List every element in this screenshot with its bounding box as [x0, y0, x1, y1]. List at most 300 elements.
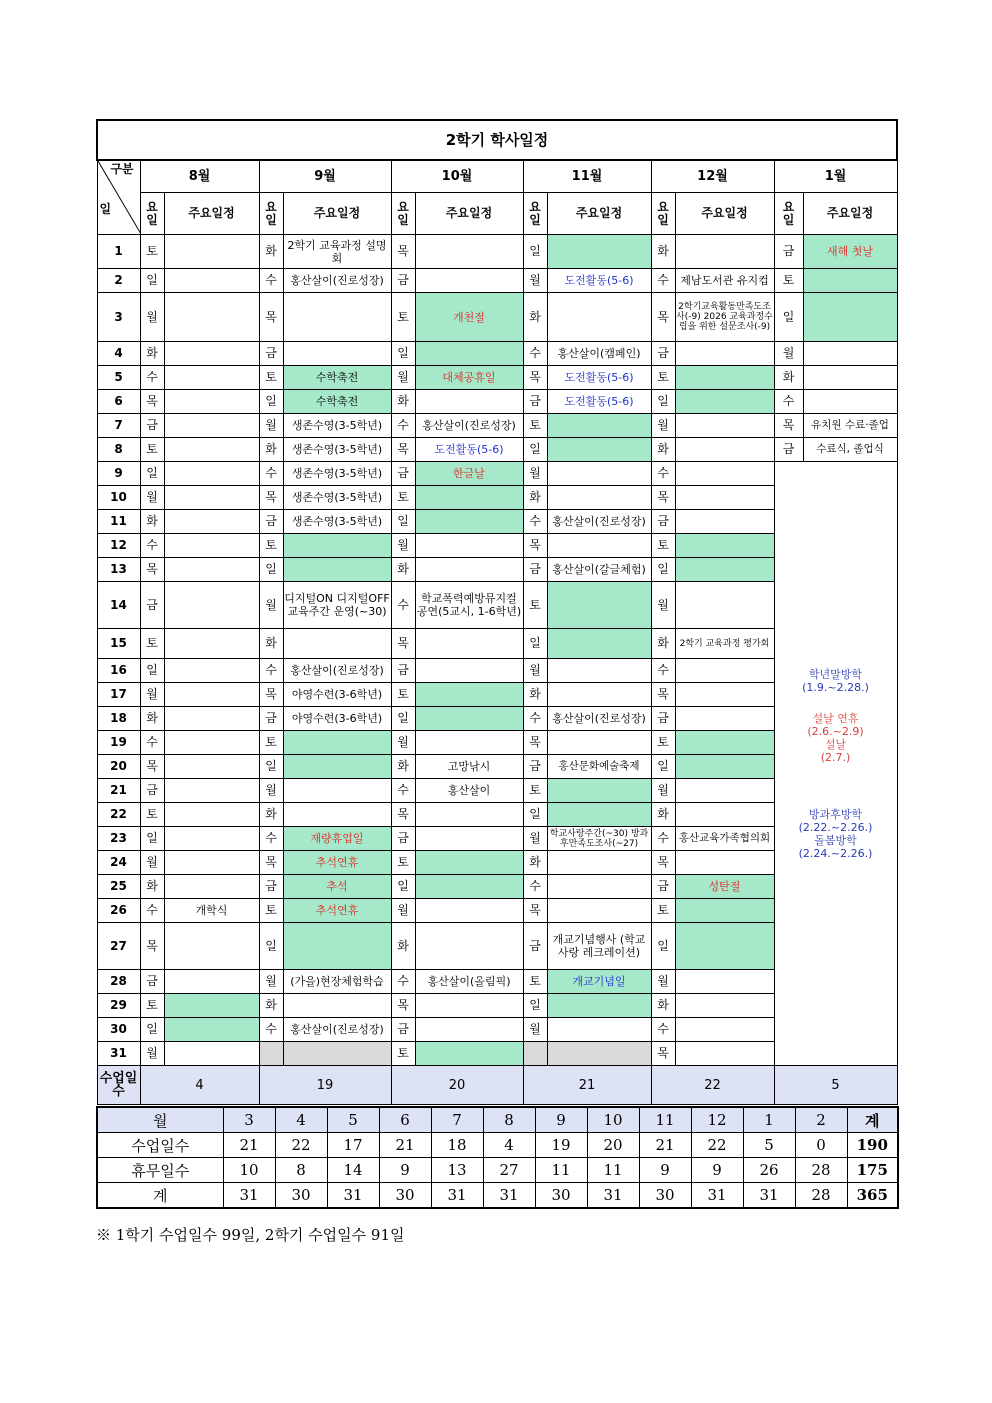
event-cell [283, 534, 391, 558]
event-cell [164, 683, 259, 707]
event-cell [283, 1042, 391, 1066]
event-cell [415, 803, 523, 827]
event-cell [283, 803, 391, 827]
event-cell [415, 731, 523, 755]
calendar-row [97, 390, 897, 414]
weekday-cell [259, 1042, 283, 1066]
event-cell: 유치원 수료·졸업 [803, 414, 897, 438]
weekday-cell: 토 [651, 534, 675, 558]
weekday-cell: 월 [391, 731, 415, 755]
event-cell: 개교기념행사 (학교사랑 레크레이션) [547, 923, 651, 970]
corner-label-day: 일 [99, 202, 112, 216]
event-cell [675, 779, 774, 803]
summary-value: 4 [140, 1066, 259, 1105]
day-number: 26 [97, 899, 140, 923]
totals-cell: 13 [431, 1158, 483, 1183]
event-cell [547, 486, 651, 510]
weekday-cell: 일 [523, 235, 547, 269]
weekday-cell: 일 [140, 269, 164, 293]
day-number: 5 [97, 366, 140, 390]
weekday-cell: 월 [523, 659, 547, 683]
weekday-cell: 일 [391, 707, 415, 731]
weekday-cell: 금 [523, 923, 547, 970]
totals-header-cell: 월 [97, 1107, 223, 1133]
event-cell [164, 970, 259, 994]
event-cell: 디지털ON 디지털OFF 교육주간 운영(~30) [283, 582, 391, 629]
weekday-cell: 화 [391, 558, 415, 582]
day-number: 29 [97, 994, 140, 1018]
event-cell [283, 755, 391, 779]
weekday-cell: 목 [651, 486, 675, 510]
totals-cell: 20 [587, 1133, 639, 1158]
event-column-header: 주요일정 [283, 193, 391, 235]
weekday-cell: 월 [391, 534, 415, 558]
event-cell [415, 1042, 523, 1066]
weekday-cell: 목 [651, 293, 675, 342]
event-cell [164, 827, 259, 851]
weekday-cell: 목 [651, 1042, 675, 1066]
totals-cell: 5 [743, 1133, 795, 1158]
totals-cell: 31 [691, 1183, 743, 1209]
calendar-row [97, 342, 897, 366]
event-cell [415, 683, 523, 707]
totals-cell: 31 [483, 1183, 535, 1209]
weekday-cell: 화 [523, 293, 547, 342]
totals-cell: 22 [691, 1133, 743, 1158]
totals-cell: 30 [535, 1183, 587, 1209]
event-cell: 생존수영(3-5학년) [283, 438, 391, 462]
event-cell [164, 558, 259, 582]
weekday-cell: 금 [523, 390, 547, 414]
totals-cell: 9 [379, 1158, 431, 1183]
event-cell [675, 851, 774, 875]
event-cell [415, 269, 523, 293]
event-cell [164, 438, 259, 462]
weekday-column-header [140, 193, 164, 235]
weekday-cell: 목 [523, 731, 547, 755]
day-number: 14 [97, 582, 140, 629]
totals-cell: 31 [587, 1183, 639, 1209]
weekday-cell: 목 [391, 235, 415, 269]
weekday-cell: 토 [651, 899, 675, 923]
event-cell [675, 366, 774, 390]
weekday-cell: 금 [259, 707, 283, 731]
event-cell: 추석연휴 [283, 899, 391, 923]
event-cell [675, 510, 774, 534]
weekday-cell: 월 [523, 1018, 547, 1042]
weekday-cell: 일 [651, 755, 675, 779]
weekday-cell: 토 [391, 683, 415, 707]
event-cell [283, 342, 391, 366]
weekday-cell: 수 [259, 1018, 283, 1042]
weekday-cell: 일 [651, 558, 675, 582]
weekday-cell: 일 [391, 342, 415, 366]
event-cell: 수료식, 졸업식 [803, 438, 897, 462]
day-number: 3 [97, 293, 140, 342]
corner-label-category: 구분 [110, 162, 134, 176]
event-cell [283, 293, 391, 342]
weekday-cell: 일 [651, 923, 675, 970]
event-cell [164, 923, 259, 970]
day-number: 22 [97, 803, 140, 827]
event-cell [164, 414, 259, 438]
weekday-header-label: 요일 [146, 199, 158, 227]
event-cell [675, 659, 774, 683]
weekday-cell: 수 [259, 827, 283, 851]
weekday-cell: 월 [140, 293, 164, 342]
event-cell [164, 851, 259, 875]
weekday-cell: 금 [140, 414, 164, 438]
totals-cell: 14 [327, 1158, 379, 1183]
event-cell: 한글날 [415, 462, 523, 486]
weekday-cell: 일 [774, 293, 803, 342]
weekday-cell: 화 [651, 438, 675, 462]
weekday-cell: 금 [651, 342, 675, 366]
weekday-cell: 수 [391, 414, 415, 438]
totals-header-cell: 4 [275, 1107, 327, 1133]
event-cell [164, 779, 259, 803]
event-cell [164, 486, 259, 510]
event-cell: 홍산살이(진로성장) [547, 510, 651, 534]
weekday-cell: 월 [140, 1042, 164, 1066]
break-note-line: (1.9.~2.28.) [802, 680, 869, 694]
weekday-cell: 일 [259, 558, 283, 582]
weekday-cell: 수 [391, 779, 415, 803]
calendar-row [97, 269, 897, 293]
weekday-cell: 수 [259, 659, 283, 683]
totals-header-row [97, 1107, 898, 1133]
month-header: 9월 [259, 160, 391, 193]
weekday-cell: 수 [140, 534, 164, 558]
weekday-cell: 토 [523, 582, 547, 629]
event-cell [415, 235, 523, 269]
event-column-header: 주요일정 [415, 193, 523, 235]
weekday-cell: 목 [259, 851, 283, 875]
totals-header-cell: 11 [639, 1107, 691, 1133]
weekday-cell: 금 [259, 510, 283, 534]
totals-header-cell: 9 [535, 1107, 587, 1133]
event-cell [415, 342, 523, 366]
weekday-column-header [391, 193, 415, 235]
event-cell: 홍산살이(진로성장) [283, 1018, 391, 1042]
weekday-cell: 일 [259, 390, 283, 414]
totals-header-cell: 7 [431, 1107, 483, 1133]
event-cell [415, 510, 523, 534]
summary-value: 22 [651, 1066, 774, 1105]
event-cell [803, 293, 897, 342]
event-cell [547, 462, 651, 486]
weekday-cell: 수 [259, 269, 283, 293]
weekday-cell: 수 [651, 462, 675, 486]
weekday-cell: 수 [774, 390, 803, 414]
weekday-cell: 목 [391, 629, 415, 659]
weekday-cell [523, 1042, 547, 1066]
january-break-cell [774, 462, 897, 1066]
weekday-cell: 화 [651, 629, 675, 659]
weekday-cell: 목 [523, 899, 547, 923]
day-number: 25 [97, 875, 140, 899]
weekday-cell: 화 [259, 629, 283, 659]
totals-cell: 휴무일수 [97, 1158, 223, 1183]
day-number: 21 [97, 779, 140, 803]
event-cell [415, 558, 523, 582]
event-cell [547, 875, 651, 899]
event-cell: 야영수련(3-6학년) [283, 683, 391, 707]
weekday-cell: 목 [651, 683, 675, 707]
event-cell [415, 827, 523, 851]
day-number: 7 [97, 414, 140, 438]
month-header: 11월 [523, 160, 651, 193]
event-cell [415, 1018, 523, 1042]
weekday-cell: 수 [391, 970, 415, 994]
event-cell: 도전활동(5-6) [547, 366, 651, 390]
event-cell: (가을)현장체험학습 [283, 970, 391, 994]
weekday-cell: 목 [140, 390, 164, 414]
weekday-cell: 월 [523, 269, 547, 293]
event-cell [675, 803, 774, 827]
totals-cell: 21 [379, 1133, 431, 1158]
weekday-cell: 금 [140, 582, 164, 629]
weekday-cell: 수 [523, 707, 547, 731]
totals-cell: 365 [847, 1183, 898, 1209]
event-cell [164, 755, 259, 779]
weekday-cell: 수 [523, 875, 547, 899]
summary-row [97, 1066, 897, 1105]
totals-header-cell: 8 [483, 1107, 535, 1133]
weekday-cell: 일 [391, 510, 415, 534]
event-column-header: 주요일정 [547, 193, 651, 235]
weekday-cell: 화 [651, 235, 675, 269]
event-cell: 홍산살이(진로성장) [283, 269, 391, 293]
totals-cell: 8 [275, 1158, 327, 1183]
totals-cell: 11 [587, 1158, 639, 1183]
totals-cell: 28 [795, 1158, 847, 1183]
totals-row [97, 1158, 898, 1183]
break-note-line: 학년말방학 [808, 667, 863, 681]
weekday-cell: 월 [391, 366, 415, 390]
totals-cell: 30 [379, 1183, 431, 1209]
event-cell: 학교폭력예방뮤지컬 공연(5교시, 1-6학년) [415, 582, 523, 629]
weekday-cell: 금 [651, 510, 675, 534]
weekday-column-header [259, 193, 283, 235]
event-cell [675, 558, 774, 582]
weekday-cell: 수 [140, 899, 164, 923]
totals-cell: 30 [275, 1183, 327, 1209]
event-cell: 새해 첫날 [803, 235, 897, 269]
totals-cell: 31 [431, 1183, 483, 1209]
weekday-cell: 목 [523, 534, 547, 558]
event-cell: 2학기 교육과정 평가회 [675, 629, 774, 659]
event-cell [675, 1018, 774, 1042]
event-cell [675, 994, 774, 1018]
event-cell [547, 438, 651, 462]
totals-header-cell: 3 [223, 1107, 275, 1133]
event-cell: 야영수련(3-6학년) [283, 707, 391, 731]
event-cell [675, 683, 774, 707]
weekday-cell: 금 [391, 1018, 415, 1042]
event-cell [675, 486, 774, 510]
weekday-cell: 일 [523, 629, 547, 659]
event-cell [675, 923, 774, 970]
event-cell: 수학축전 [283, 366, 391, 390]
weekday-cell: 금 [140, 970, 164, 994]
break-note-line: 설날 연휴 [812, 711, 859, 725]
event-cell [547, 731, 651, 755]
event-cell [415, 629, 523, 659]
weekday-cell: 월 [774, 342, 803, 366]
totals-header-cell: 1 [743, 1107, 795, 1133]
event-cell [164, 731, 259, 755]
weekday-cell: 수 [140, 731, 164, 755]
weekday-cell: 화 [774, 366, 803, 390]
weekday-cell: 화 [140, 875, 164, 899]
event-cell: 개학식 [164, 899, 259, 923]
event-cell [415, 486, 523, 510]
weekday-cell: 일 [259, 755, 283, 779]
totals-cell: 21 [223, 1133, 275, 1158]
day-number: 10 [97, 486, 140, 510]
day-number: 16 [97, 659, 140, 683]
event-cell [675, 755, 774, 779]
weekday-cell: 월 [259, 414, 283, 438]
event-cell [675, 707, 774, 731]
event-column-header: 주요일정 [675, 193, 774, 235]
weekday-cell: 화 [523, 683, 547, 707]
weekday-cell: 일 [391, 875, 415, 899]
totals-cell: 11 [535, 1158, 587, 1183]
event-cell [547, 582, 651, 629]
totals-row [97, 1183, 898, 1209]
weekday-header-label: 요일 [397, 199, 409, 227]
event-cell [547, 629, 651, 659]
weekday-cell: 토 [523, 779, 547, 803]
event-cell [415, 851, 523, 875]
totals-cell: 21 [639, 1133, 691, 1158]
event-cell [675, 390, 774, 414]
weekday-cell: 토 [140, 994, 164, 1018]
day-number: 11 [97, 510, 140, 534]
weekday-cell: 목 [391, 438, 415, 462]
calendar-row [97, 438, 897, 462]
weekday-cell: 화 [140, 342, 164, 366]
event-cell [164, 582, 259, 629]
weekday-cell: 화 [523, 851, 547, 875]
weekday-cell: 월 [140, 683, 164, 707]
weekday-cell: 화 [259, 994, 283, 1018]
weekday-cell: 토 [259, 366, 283, 390]
weekday-cell: 일 [259, 923, 283, 970]
weekday-cell: 금 [391, 827, 415, 851]
day-number: 8 [97, 438, 140, 462]
weekday-cell: 일 [140, 462, 164, 486]
totals-cell: 9 [691, 1158, 743, 1183]
totals-row [97, 1133, 898, 1158]
event-cell: 도전활동(5-6) [415, 438, 523, 462]
totals-cell: 18 [431, 1133, 483, 1158]
event-cell [675, 534, 774, 558]
day-number: 9 [97, 462, 140, 486]
weekday-cell: 월 [259, 582, 283, 629]
weekday-cell: 월 [651, 414, 675, 438]
weekday-cell: 일 [140, 659, 164, 683]
event-cell [415, 875, 523, 899]
totals-header-cell: 12 [691, 1107, 743, 1133]
weekday-cell: 월 [523, 827, 547, 851]
event-cell [164, 707, 259, 731]
event-column-header: 주요일정 [803, 193, 897, 235]
event-cell [283, 731, 391, 755]
weekday-cell: 수 [140, 366, 164, 390]
event-cell [415, 994, 523, 1018]
day-number: 30 [97, 1018, 140, 1042]
event-cell [164, 235, 259, 269]
event-cell [164, 629, 259, 659]
event-cell [547, 899, 651, 923]
summary-value: 19 [259, 1066, 391, 1105]
weekday-cell: 토 [140, 803, 164, 827]
weekday-cell: 토 [391, 293, 415, 342]
event-cell [547, 851, 651, 875]
totals-cell: 27 [483, 1158, 535, 1183]
totals-cell: 19 [535, 1133, 587, 1158]
weekday-cell: 수 [259, 462, 283, 486]
weekday-cell: 수 [651, 269, 675, 293]
weekday-header-label: 요일 [529, 199, 541, 227]
totals-cell: 4 [483, 1133, 535, 1158]
weekday-cell: 화 [259, 235, 283, 269]
weekday-cell: 토 [259, 899, 283, 923]
weekday-header-label: 요일 [782, 199, 795, 227]
calendar-row [97, 366, 897, 390]
event-cell [283, 629, 391, 659]
weekday-cell: 화 [651, 803, 675, 827]
spacer [775, 764, 897, 808]
month-header: 12월 [651, 160, 774, 193]
weekday-cell: 화 [391, 755, 415, 779]
event-cell [283, 558, 391, 582]
weekday-cell: 화 [259, 438, 283, 462]
summary-value: 5 [774, 1066, 897, 1105]
weekday-cell: 토 [523, 970, 547, 994]
event-cell [415, 899, 523, 923]
weekday-cell: 토 [140, 629, 164, 659]
month-header: 8월 [140, 160, 259, 193]
weekday-cell: 수 [651, 1018, 675, 1042]
event-cell: 대체공휴일 [415, 366, 523, 390]
event-cell [675, 414, 774, 438]
event-cell: 고망낚시 [415, 755, 523, 779]
event-cell: 추석 [283, 875, 391, 899]
weekday-cell: 월 [651, 582, 675, 629]
weekday-column-header [523, 193, 547, 235]
weekday-cell: 월 [140, 851, 164, 875]
weekday-cell: 금 [391, 659, 415, 683]
weekday-cell: 목 [391, 803, 415, 827]
weekday-cell: 토 [391, 486, 415, 510]
weekday-cell: 토 [651, 366, 675, 390]
weekday-cell: 토 [391, 851, 415, 875]
event-cell [283, 994, 391, 1018]
weekday-cell: 화 [259, 803, 283, 827]
weekday-cell: 월 [259, 779, 283, 803]
monthly-totals-table [96, 1106, 899, 1209]
event-cell [164, 462, 259, 486]
totals-header-cell: 5 [327, 1107, 379, 1133]
break-note-line: (2.6.~2.9) [807, 724, 864, 738]
weekday-cell: 화 [140, 707, 164, 731]
event-cell: 개교기념일 [547, 970, 651, 994]
weekday-cell: 목 [140, 755, 164, 779]
